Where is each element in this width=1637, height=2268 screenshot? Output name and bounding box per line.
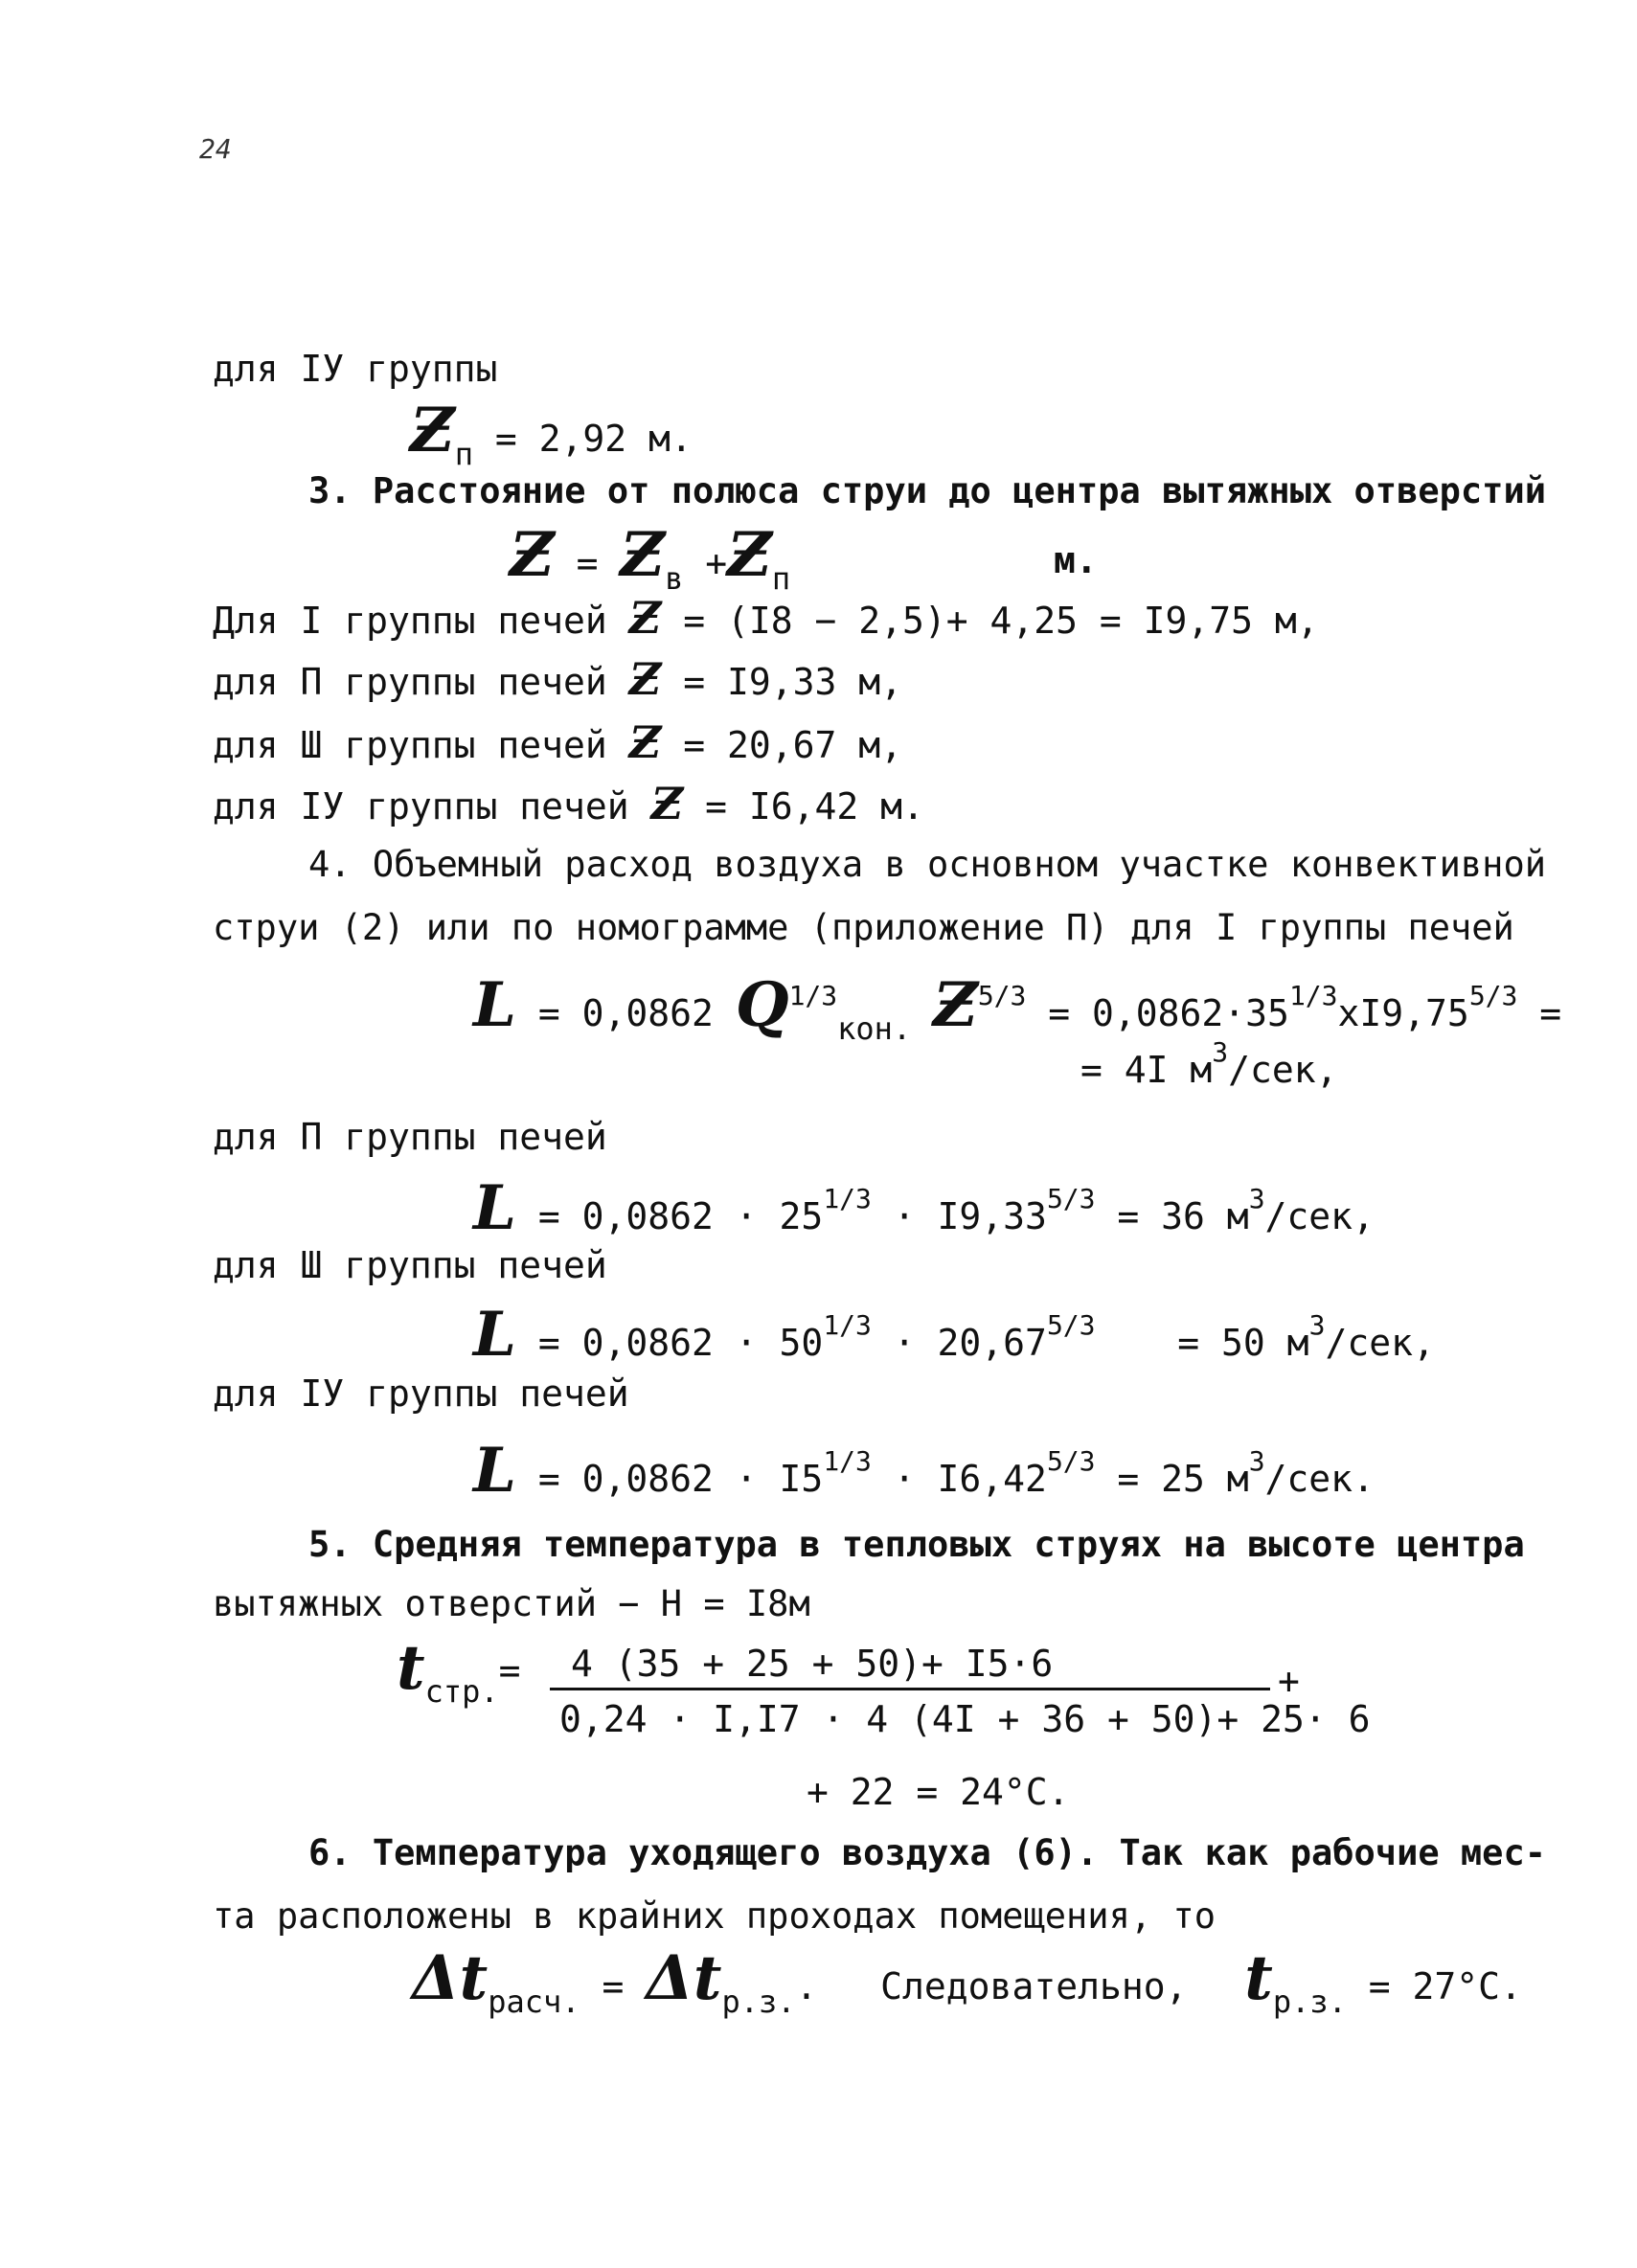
delta-t-subscript: расч. — [488, 1984, 580, 2020]
exponent-1-3: 1/3 — [823, 1309, 872, 1341]
group-3-intro: для Ш группы печей — [213, 1244, 607, 1286]
item-5-line-1: 5. Средняя температура в тепловых струях на высоте центра — [308, 1524, 1525, 1565]
q-subscript: кон. — [837, 1010, 912, 1047]
result-pre: = 25 м — [1117, 1458, 1249, 1500]
z-unit: м. — [1054, 539, 1098, 581]
item-5-line-2: вытяжных отверстий − H = I8м — [213, 1583, 810, 1624]
group-3-label: для Ш группы печей — [213, 724, 607, 766]
expression-a: = 0,0862 · 25 — [537, 1195, 824, 1237]
group-3-expression: = 20,67 м, — [683, 724, 902, 766]
l-symbol: L — [473, 1299, 516, 1371]
q-symbol: Q — [735, 969, 789, 1041]
z-value: = 2,92 м. — [494, 418, 693, 460]
z-symbol: Ƶ — [410, 395, 455, 466]
z-subscript: п — [454, 436, 473, 472]
l-symbol: L — [473, 1172, 516, 1244]
z-b-symbol: Ƶ — [620, 519, 666, 591]
t-rz-symbol: t — [1244, 1942, 1273, 2014]
group-2-expression: = I9,33 м, — [683, 661, 902, 703]
fraction-plus: + — [1278, 1660, 1300, 1702]
z-exponent: 5/3 — [977, 980, 1027, 1011]
item-6-line-2: та расположены в крайних проходах помещения, то — [213, 1895, 1216, 1937]
text-line-group4: для IУ группы — [213, 348, 498, 390]
group-4-label: для IУ группы печей — [213, 785, 629, 828]
formula-z-p — [410, 395, 693, 472]
expression-b: · I9,33 — [893, 1195, 1047, 1237]
expression-a: = 0,0862 · I5 — [537, 1458, 824, 1500]
group-4-line — [213, 778, 924, 829]
fraction-numerator: 4 (35 + 25 + 50)+ I5·6 — [571, 1643, 1054, 1685]
equals-sign: = — [576, 542, 599, 584]
z-symbol: Ƶ — [628, 592, 662, 644]
group-3-line — [213, 716, 902, 768]
group-2-label: для П группы печей — [213, 661, 607, 703]
equals-sign: = — [1539, 992, 1562, 1034]
result-cube: 3 — [1212, 1036, 1229, 1068]
l-symbol: L — [473, 1435, 516, 1507]
group-1-expression: = (I8 − 2,5)+ 4,25 = I9,75 м, — [683, 600, 1319, 642]
z-b-subscript: в — [665, 560, 684, 597]
item-6-line-1: 6. Температура уходящего воздуха (6). Так как рабочие мес- — [308, 1832, 1547, 1873]
group-2-line — [213, 653, 902, 705]
z-symbol: Ƶ — [628, 653, 662, 705]
consequently-text: Следовательно, — [880, 1965, 1188, 2007]
expression-b: · I6,42 — [893, 1458, 1047, 1500]
exponent-1-3: 1/3 — [823, 1183, 872, 1214]
page-number: 24 — [199, 133, 232, 165]
exponent-5-3: 5/3 — [1468, 980, 1518, 1011]
z-symbol: Ƶ — [510, 519, 555, 591]
result-cube: 3 — [1248, 1183, 1265, 1214]
exponent-5-3: 5/3 — [1046, 1183, 1096, 1214]
q-exponent: 1/3 — [788, 980, 838, 1011]
delta-t-line — [412, 1942, 1522, 2020]
l-symbol: L — [473, 969, 516, 1041]
result-pre: = 4I м — [1080, 1049, 1213, 1091]
result-cube: 3 — [1308, 1309, 1326, 1341]
z-p-subscript: п — [771, 560, 791, 597]
result-cube: 3 — [1248, 1445, 1265, 1477]
expression-b: · 20,67 — [893, 1322, 1047, 1364]
z-symbol: Ƶ — [650, 778, 684, 829]
equals-sign: = — [498, 1649, 521, 1691]
group-2-intro: для П группы печей — [213, 1116, 607, 1158]
result-post: /сек, — [1325, 1322, 1435, 1364]
z-symbol: Ƶ — [933, 969, 978, 1041]
item-4-line-2: струи (2) или по номограмме (приложение П) для I группы печей — [213, 907, 1514, 948]
fraction-bar — [550, 1688, 1270, 1690]
formula-l-group-3 — [473, 1299, 1435, 1371]
period: . — [795, 1965, 818, 2007]
result-pre: = 50 м — [1177, 1322, 1309, 1364]
t-symbol-group — [397, 1632, 521, 1710]
fraction-denominator: 0,24 · I,I7 · 4 (4I + 36 + 50)+ 25· 6 — [559, 1698, 1371, 1740]
formula-z-sum — [510, 519, 791, 597]
item-3-heading: 3. Расстояние от полюса струи до центра вытяжных отверстий — [308, 470, 1547, 511]
equals-sign: = — [602, 1965, 625, 2007]
exponent-5-3: 5/3 — [1046, 1309, 1096, 1341]
item-4-line-1: 4. Объемный расход воздуха в основном участке конвективной — [308, 844, 1547, 885]
exponent-1-3: 1/3 — [823, 1445, 872, 1477]
delta-t-symbol: Δt — [412, 1942, 489, 2014]
t-result: + 22 = 24°С. — [807, 1771, 1070, 1813]
group-1-label: Для I группы печей — [213, 600, 607, 642]
delta-t-rz-subscript: р.з. — [721, 1984, 796, 2020]
t-rz-result: = 27°С. — [1368, 1965, 1522, 2007]
z-p-symbol: Ƶ — [727, 519, 772, 591]
t-rz-subscript: р.з. — [1272, 1984, 1347, 2020]
coefficient: = 0,0862 — [537, 992, 714, 1034]
result-pre: = 36 м — [1117, 1195, 1249, 1237]
result-post: /сек, — [1228, 1049, 1338, 1091]
formula-l-group-2 — [473, 1172, 1375, 1244]
plus-sign: + — [705, 542, 728, 584]
exponent-1-3: 1/3 — [1288, 980, 1338, 1011]
t-symbol: t — [397, 1632, 425, 1704]
delta-t-rz-symbol: Δt — [646, 1942, 722, 2014]
expression-a: = 0,0862 · 50 — [537, 1322, 824, 1364]
group-1-line — [213, 592, 1319, 644]
result-post: /сек, — [1264, 1195, 1375, 1237]
exponent-5-3: 5/3 — [1046, 1445, 1096, 1477]
group-4-intro: для IУ группы печей — [213, 1372, 629, 1415]
expression: = 0,0862·35 — [1048, 992, 1289, 1034]
z-symbol: Ƶ — [628, 716, 662, 768]
t-subscript: стр. — [424, 1673, 499, 1710]
formula-l-group-4 — [473, 1435, 1375, 1507]
expression-2: xI9,75 — [1337, 992, 1469, 1034]
result-l-group-1 — [1080, 1036, 1338, 1091]
formula-l-group-1 — [473, 969, 1562, 1047]
result-post: /сек. — [1264, 1458, 1375, 1500]
group-4-expression: = I6,42 м. — [705, 785, 924, 828]
